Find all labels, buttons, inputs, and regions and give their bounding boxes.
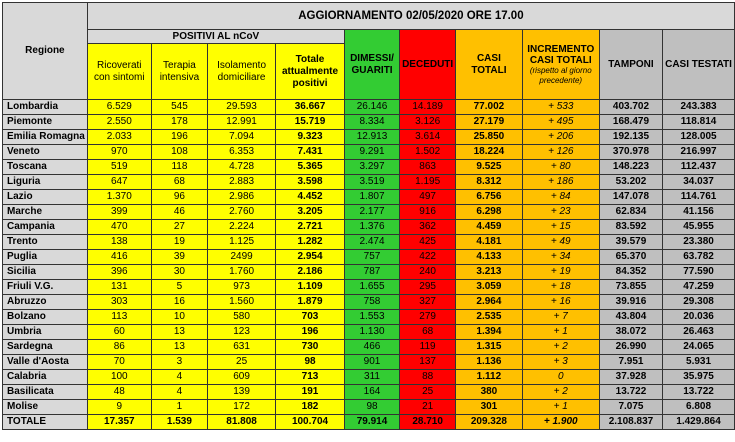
table-row <box>3 220 735 235</box>
casi-testati-cell: 26.463 <box>663 325 735 340</box>
incremento-cell: + 84 <box>522 190 599 205</box>
incremento-cell: + 16 <box>522 295 599 310</box>
ricoverati-cell: 970 <box>87 145 151 160</box>
header-ricoverati: Ricoverati con sintomi <box>87 44 151 100</box>
deceduti-cell: 295 <box>400 280 456 295</box>
casi-totali-cell: 4.459 <box>456 220 522 235</box>
dimessi-cell: 9.291 <box>344 145 399 160</box>
terapia-cell: 1 <box>151 400 207 415</box>
ricoverati-cell: 396 <box>87 265 151 280</box>
region-cell: Campania <box>3 220 88 235</box>
casi-totali-cell: 1.112 <box>456 370 522 385</box>
totale-positivi-cell: 1.282 <box>276 235 345 250</box>
table-row <box>3 355 735 370</box>
terapia-cell: 3 <box>151 355 207 370</box>
tamponi-cell: 62.834 <box>599 205 662 220</box>
ricoverati-cell: 9 <box>87 400 151 415</box>
deceduti-cell: 68 <box>400 325 456 340</box>
dimessi-cell: 8.334 <box>344 115 399 130</box>
ricoverati-cell: 303 <box>87 295 151 310</box>
tamponi-cell: 168.479 <box>599 115 662 130</box>
header-positivi: POSITIVI AL nCoV <box>87 30 344 44</box>
header-isolamento: Isolamento domiciliare <box>208 44 276 100</box>
ricoverati-cell: 2.033 <box>87 130 151 145</box>
dimessi-cell: 1.553 <box>344 310 399 325</box>
casi-totali-cell: 25.850 <box>456 130 522 145</box>
table-row <box>3 385 735 400</box>
casi-testati-cell: 5.931 <box>663 355 735 370</box>
isolamento-cell: 6.353 <box>208 145 276 160</box>
table-row <box>3 295 735 310</box>
totale-positivi-cell: 2.721 <box>276 220 345 235</box>
ricoverati-cell: 2.550 <box>87 115 151 130</box>
terapia-cell: 13 <box>151 340 207 355</box>
deceduti-cell: 25 <box>400 385 456 400</box>
terapia-cell: 545 <box>151 100 207 115</box>
tamponi-cell: 148.223 <box>599 160 662 175</box>
casi-testati-cell: 45.955 <box>663 220 735 235</box>
terapia-cell: 39 <box>151 250 207 265</box>
region-cell: Trento <box>3 235 88 250</box>
isolamento-cell: 172 <box>208 400 276 415</box>
isolamento-cell: 2.760 <box>208 205 276 220</box>
header-deceduti: DECEDUTI <box>400 30 456 100</box>
incremento-cell: + 1 <box>522 325 599 340</box>
casi-testati-cell: 216.997 <box>663 145 735 160</box>
table-row <box>3 400 735 415</box>
incremento-cell: + 7 <box>522 310 599 325</box>
casi-totali-cell: 6.756 <box>456 190 522 205</box>
tamponi-cell: 403.702 <box>599 100 662 115</box>
totale-positivi-cell: 713 <box>276 370 345 385</box>
isolamento-cell: 580 <box>208 310 276 325</box>
ricoverati-cell: 399 <box>87 205 151 220</box>
tamponi-cell: 147.078 <box>599 190 662 205</box>
terapia-cell: 118 <box>151 160 207 175</box>
deceduti-cell: 119 <box>400 340 456 355</box>
ricoverati-cell: 48 <box>87 385 151 400</box>
casi-totali-cell: 380 <box>456 385 522 400</box>
totale-positivi-cell: 100.704 <box>276 415 345 430</box>
isolamento-cell: 1.760 <box>208 265 276 280</box>
totale-positivi-cell: 182 <box>276 400 345 415</box>
terapia-cell: 16 <box>151 295 207 310</box>
table-row <box>3 325 735 340</box>
dimessi-cell: 12.913 <box>344 130 399 145</box>
casi-totali-cell: 2.964 <box>456 295 522 310</box>
covid-report <box>2 2 735 430</box>
ricoverati-cell: 138 <box>87 235 151 250</box>
casi-totali-cell: 6.298 <box>456 205 522 220</box>
incremento-cell: + 1.900 <box>522 415 599 430</box>
totale-positivi-cell: 196 <box>276 325 345 340</box>
casi-totali-cell: 3.213 <box>456 265 522 280</box>
table-row <box>3 265 735 280</box>
deceduti-cell: 422 <box>400 250 456 265</box>
table-row <box>3 115 735 130</box>
terapia-cell: 196 <box>151 130 207 145</box>
tamponi-cell: 13.722 <box>599 385 662 400</box>
tamponi-cell: 84.352 <box>599 265 662 280</box>
ricoverati-cell: 6.529 <box>87 100 151 115</box>
totale-positivi-cell: 4.452 <box>276 190 345 205</box>
region-cell: Lazio <box>3 190 88 205</box>
casi-testati-cell: 34.037 <box>663 175 735 190</box>
ricoverati-cell: 131 <box>87 280 151 295</box>
region-cell: TOTALE <box>3 415 88 430</box>
ricoverati-cell: 60 <box>87 325 151 340</box>
dimessi-cell: 757 <box>344 250 399 265</box>
dimessi-cell: 3.519 <box>344 175 399 190</box>
region-cell: Lombardia <box>3 100 88 115</box>
incremento-cell: + 23 <box>522 205 599 220</box>
casi-testati-cell: 128.005 <box>663 130 735 145</box>
deceduti-cell: 362 <box>400 220 456 235</box>
header-totale-positivi: Totale attualmente positivi <box>276 44 345 100</box>
totale-positivi-cell: 3.598 <box>276 175 345 190</box>
incremento-cell: + 34 <box>522 250 599 265</box>
deceduti-cell: 3.614 <box>400 130 456 145</box>
header-incremento <box>522 30 599 100</box>
region-cell: Molise <box>3 400 88 415</box>
deceduti-cell: 28.710 <box>400 415 456 430</box>
terapia-cell: 96 <box>151 190 207 205</box>
header-casi-totali: CASI TOTALI <box>456 30 522 100</box>
ricoverati-cell: 17.357 <box>87 415 151 430</box>
casi-totali-cell: 27.179 <box>456 115 522 130</box>
casi-totali-cell: 3.059 <box>456 280 522 295</box>
totale-positivi-cell: 3.205 <box>276 205 345 220</box>
terapia-cell: 4 <box>151 370 207 385</box>
table-row <box>3 145 735 160</box>
terapia-cell: 30 <box>151 265 207 280</box>
region-cell: Piemonte <box>3 115 88 130</box>
table-row <box>3 130 735 145</box>
tamponi-cell: 39.579 <box>599 235 662 250</box>
incremento-cell: + 18 <box>522 280 599 295</box>
casi-totali-cell: 1.315 <box>456 340 522 355</box>
dimessi-cell: 2.474 <box>344 235 399 250</box>
dimessi-cell: 901 <box>344 355 399 370</box>
table-row <box>3 310 735 325</box>
header-incremento-note: (rispetto al giorno precedente) <box>529 65 592 85</box>
casi-testati-cell: 41.156 <box>663 205 735 220</box>
deceduti-cell: 1.195 <box>400 175 456 190</box>
table-row <box>3 340 735 355</box>
casi-testati-cell: 20.036 <box>663 310 735 325</box>
incremento-cell: + 2 <box>522 340 599 355</box>
casi-testati-cell: 13.722 <box>663 385 735 400</box>
isolamento-cell: 29.593 <box>208 100 276 115</box>
region-cell: Veneto <box>3 145 88 160</box>
incremento-cell: + 1 <box>522 400 599 415</box>
incremento-cell: 0 <box>522 370 599 385</box>
tamponi-cell: 192.135 <box>599 130 662 145</box>
totale-positivi-cell: 5.365 <box>276 160 345 175</box>
table-row <box>3 235 735 250</box>
totale-positivi-cell: 730 <box>276 340 345 355</box>
casi-totali-cell: 2.535 <box>456 310 522 325</box>
casi-testati-cell: 1.429.864 <box>663 415 735 430</box>
casi-totali-cell: 1.136 <box>456 355 522 370</box>
deceduti-cell: 3.126 <box>400 115 456 130</box>
table-row <box>3 160 735 175</box>
region-cell: Toscana <box>3 160 88 175</box>
dimessi-cell: 98 <box>344 400 399 415</box>
casi-testati-cell: 112.437 <box>663 160 735 175</box>
tamponi-cell: 65.370 <box>599 250 662 265</box>
region-cell: Friuli V.G. <box>3 280 88 295</box>
isolamento-cell: 1.560 <box>208 295 276 310</box>
casi-totali-cell: 209.328 <box>456 415 522 430</box>
deceduti-cell: 327 <box>400 295 456 310</box>
regional-data-table <box>2 2 735 430</box>
deceduti-cell: 425 <box>400 235 456 250</box>
table-row <box>3 205 735 220</box>
table-row <box>3 100 735 115</box>
tamponi-cell: 73.855 <box>599 280 662 295</box>
casi-testati-cell: 24.065 <box>663 340 735 355</box>
ricoverati-cell: 100 <box>87 370 151 385</box>
totals-row <box>3 415 735 430</box>
terapia-cell: 19 <box>151 235 207 250</box>
terapia-cell: 27 <box>151 220 207 235</box>
casi-testati-cell: 6.808 <box>663 400 735 415</box>
header-tamponi: TAMPONI <box>599 30 662 100</box>
deceduti-cell: 88 <box>400 370 456 385</box>
dimessi-cell: 787 <box>344 265 399 280</box>
ricoverati-cell: 519 <box>87 160 151 175</box>
ricoverati-cell: 470 <box>87 220 151 235</box>
table-row <box>3 190 735 205</box>
incremento-cell: + 19 <box>522 265 599 280</box>
terapia-cell: 1.539 <box>151 415 207 430</box>
casi-totali-cell: 301 <box>456 400 522 415</box>
totale-positivi-cell: 2.954 <box>276 250 345 265</box>
deceduti-cell: 21 <box>400 400 456 415</box>
totale-positivi-cell: 1.109 <box>276 280 345 295</box>
region-cell: Calabria <box>3 370 88 385</box>
casi-totali-cell: 4.133 <box>456 250 522 265</box>
casi-testati-cell: 35.975 <box>663 370 735 385</box>
totale-positivi-cell: 2.186 <box>276 265 345 280</box>
casi-testati-cell: 23.380 <box>663 235 735 250</box>
totale-positivi-cell: 15.719 <box>276 115 345 130</box>
totale-positivi-cell: 7.431 <box>276 145 345 160</box>
terapia-cell: 4 <box>151 385 207 400</box>
ricoverati-cell: 1.370 <box>87 190 151 205</box>
region-cell: Marche <box>3 205 88 220</box>
casi-totali-cell: 8.312 <box>456 175 522 190</box>
deceduti-cell: 137 <box>400 355 456 370</box>
casi-testati-cell: 118.814 <box>663 115 735 130</box>
deceduti-cell: 14.189 <box>400 100 456 115</box>
ricoverati-cell: 416 <box>87 250 151 265</box>
casi-totali-cell: 77.002 <box>456 100 522 115</box>
region-cell: Sardegna <box>3 340 88 355</box>
tamponi-cell: 7.075 <box>599 400 662 415</box>
dimessi-cell: 1.655 <box>344 280 399 295</box>
incremento-cell: + 49 <box>522 235 599 250</box>
incremento-cell: + 186 <box>522 175 599 190</box>
dimessi-cell: 2.177 <box>344 205 399 220</box>
dimessi-cell: 1.807 <box>344 190 399 205</box>
isolamento-cell: 81.808 <box>208 415 276 430</box>
tamponi-cell: 83.592 <box>599 220 662 235</box>
dimessi-cell: 1.376 <box>344 220 399 235</box>
deceduti-cell: 279 <box>400 310 456 325</box>
isolamento-cell: 631 <box>208 340 276 355</box>
terapia-cell: 10 <box>151 310 207 325</box>
tamponi-cell: 26.990 <box>599 340 662 355</box>
dimessi-cell: 1.130 <box>344 325 399 340</box>
incremento-cell: + 495 <box>522 115 599 130</box>
tamponi-cell: 38.072 <box>599 325 662 340</box>
isolamento-cell: 1.125 <box>208 235 276 250</box>
dimessi-cell: 79.914 <box>344 415 399 430</box>
dimessi-cell: 164 <box>344 385 399 400</box>
tamponi-cell: 53.202 <box>599 175 662 190</box>
region-cell: Sicilia <box>3 265 88 280</box>
terapia-cell: 13 <box>151 325 207 340</box>
dimessi-cell: 3.297 <box>344 160 399 175</box>
region-cell: Abruzzo <box>3 295 88 310</box>
terapia-cell: 178 <box>151 115 207 130</box>
isolamento-cell: 2.883 <box>208 175 276 190</box>
isolamento-cell: 2499 <box>208 250 276 265</box>
header-terapia: Terapia intensiva <box>151 44 207 100</box>
totale-positivi-cell: 703 <box>276 310 345 325</box>
region-cell: Bolzano <box>3 310 88 325</box>
casi-totali-cell: 18.224 <box>456 145 522 160</box>
ricoverati-cell: 113 <box>87 310 151 325</box>
terapia-cell: 68 <box>151 175 207 190</box>
casi-testati-cell: 29.308 <box>663 295 735 310</box>
tamponi-cell: 37.928 <box>599 370 662 385</box>
incremento-cell: + 206 <box>522 130 599 145</box>
dimessi-cell: 26.146 <box>344 100 399 115</box>
isolamento-cell: 12.991 <box>208 115 276 130</box>
tamponi-cell: 370.978 <box>599 145 662 160</box>
casi-testati-cell: 47.259 <box>663 280 735 295</box>
incremento-cell: + 533 <box>522 100 599 115</box>
table-row <box>3 280 735 295</box>
deceduti-cell: 497 <box>400 190 456 205</box>
isolamento-cell: 139 <box>208 385 276 400</box>
casi-totali-cell: 1.394 <box>456 325 522 340</box>
totale-positivi-cell: 1.879 <box>276 295 345 310</box>
terapia-cell: 46 <box>151 205 207 220</box>
tamponi-cell: 39.916 <box>599 295 662 310</box>
report-title: AGGIORNAMENTO 02/05/2020 ORE 17.00 <box>87 3 734 30</box>
terapia-cell: 5 <box>151 280 207 295</box>
dimessi-cell: 758 <box>344 295 399 310</box>
tamponi-cell: 7.951 <box>599 355 662 370</box>
region-cell: Puglia <box>3 250 88 265</box>
ricoverati-cell: 86 <box>87 340 151 355</box>
table-row <box>3 175 735 190</box>
header-incremento-label: INCREMENTO CASI TOTALI <box>527 43 595 66</box>
incremento-cell: + 15 <box>522 220 599 235</box>
casi-testati-cell: 243.383 <box>663 100 735 115</box>
incremento-cell: + 3 <box>522 355 599 370</box>
casi-totali-cell: 4.181 <box>456 235 522 250</box>
deceduti-cell: 916 <box>400 205 456 220</box>
isolamento-cell: 7.094 <box>208 130 276 145</box>
totale-positivi-cell: 191 <box>276 385 345 400</box>
isolamento-cell: 25 <box>208 355 276 370</box>
deceduti-cell: 863 <box>400 160 456 175</box>
totale-positivi-cell: 98 <box>276 355 345 370</box>
isolamento-cell: 973 <box>208 280 276 295</box>
region-cell: Basilicata <box>3 385 88 400</box>
casi-testati-cell: 77.590 <box>663 265 735 280</box>
casi-totali-cell: 9.525 <box>456 160 522 175</box>
terapia-cell: 108 <box>151 145 207 160</box>
region-cell: Emilia Romagna <box>3 130 88 145</box>
incremento-cell: + 126 <box>522 145 599 160</box>
table-row <box>3 250 735 265</box>
deceduti-cell: 1.502 <box>400 145 456 160</box>
region-cell: Umbria <box>3 325 88 340</box>
isolamento-cell: 609 <box>208 370 276 385</box>
region-cell: Liguria <box>3 175 88 190</box>
casi-testati-cell: 114.761 <box>663 190 735 205</box>
tamponi-cell: 43.804 <box>599 310 662 325</box>
header-dimessi: DIMESSI/ GUARITI <box>344 30 399 100</box>
ricoverati-cell: 70 <box>87 355 151 370</box>
casi-testati-cell: 63.782 <box>663 250 735 265</box>
deceduti-cell: 240 <box>400 265 456 280</box>
dimessi-cell: 311 <box>344 370 399 385</box>
table-row <box>3 370 735 385</box>
isolamento-cell: 2.986 <box>208 190 276 205</box>
incremento-cell: + 80 <box>522 160 599 175</box>
ricoverati-cell: 647 <box>87 175 151 190</box>
isolamento-cell: 2.224 <box>208 220 276 235</box>
isolamento-cell: 123 <box>208 325 276 340</box>
incremento-cell: + 2 <box>522 385 599 400</box>
totale-positivi-cell: 36.667 <box>276 100 345 115</box>
header-regione: Regione <box>3 3 88 100</box>
isolamento-cell: 4.728 <box>208 160 276 175</box>
totale-positivi-cell: 9.323 <box>276 130 345 145</box>
region-cell: Valle d'Aosta <box>3 355 88 370</box>
dimessi-cell: 466 <box>344 340 399 355</box>
header-casi-testati: CASI TESTATI <box>663 30 735 100</box>
tamponi-cell: 2.108.837 <box>599 415 662 430</box>
